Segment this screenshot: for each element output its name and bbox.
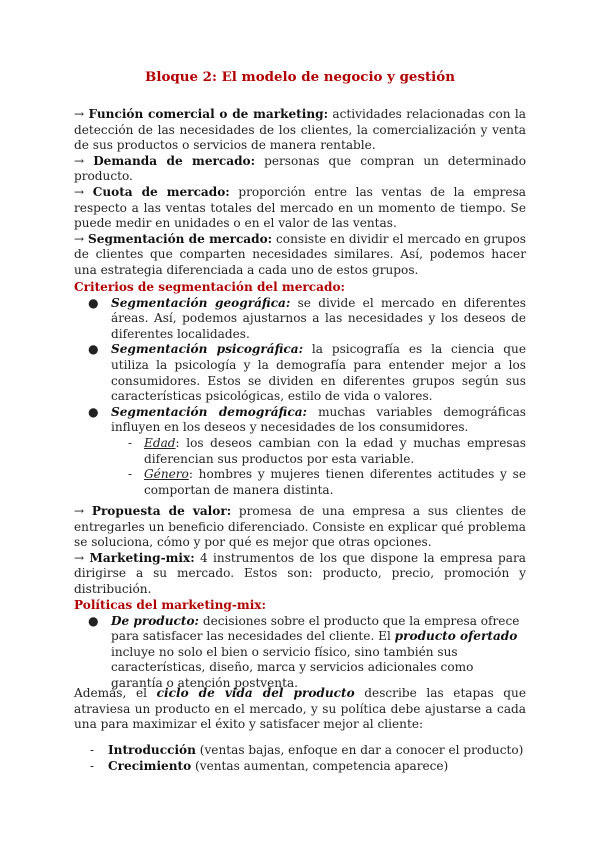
ciclo-text-1: Además, el: [74, 686, 157, 700]
politicas-heading: Políticas del marketing-mix:: [74, 598, 266, 612]
page-title: Bloque 2: El modelo de negocio y gestión: [145, 69, 455, 85]
item-term: Segmentación psicográfica:: [111, 342, 304, 357]
def-term: Propuesta de valor:: [91, 504, 232, 518]
item-text: decisiones sobre el producto que la empresa ofrece para satisfacer las necesidades del cliente. El: [111, 613, 520, 644]
arrow-icon: →: [74, 231, 85, 246]
def-term: Cuota de mercado:: [92, 184, 230, 199]
sub-item-edad: [74, 436, 526, 467]
def-term: Segmentación de mercado:: [88, 231, 273, 246]
def-cuota: [74, 185, 526, 232]
sub-term: Género: [144, 467, 189, 482]
ciclo-paragraph: [74, 686, 526, 733]
def-term: Demanda de mercado:: [93, 153, 256, 168]
sub-item-genero: [74, 467, 526, 498]
item-term: Segmentación demográfica:: [111, 404, 307, 419]
dash-icon: -: [128, 435, 133, 450]
list-item: [74, 743, 526, 759]
item-term: Segmentación geográfica:: [111, 295, 291, 310]
list-item: [74, 759, 526, 775]
dash-icon: -: [90, 743, 95, 757]
def-text: actividades relacionadas con la detección de las necesidades de los clientes, la comercialización y venta de sus productos o servicios de manera rentable.: [74, 107, 526, 153]
etapas-list: [74, 743, 526, 774]
def-marketing-mix: [74, 551, 526, 598]
bullet-icon: ●: [88, 404, 99, 419]
arrow-icon: →: [74, 504, 85, 518]
def-text: promesa de una empresa a sus clientes de entregarles un beneficio diferenciado. Consiste en explicar qué problema se soluciona, cómo y por qué es mejor que otras opciones.: [74, 504, 526, 550]
def-term: Marketing-mix:: [89, 550, 195, 565]
item-term-2: producto ofertado: [394, 629, 518, 644]
def-propuesta-valor: [74, 504, 526, 551]
arrow-icon: →: [74, 184, 85, 199]
bullet-icon: ●: [88, 295, 99, 310]
dash-icon: -: [90, 758, 95, 773]
def-demanda: [74, 154, 526, 185]
sub-term: Edad: [144, 435, 176, 450]
def-text: proporción entre las ventas de la empresa respecto a las ventas totales del mercado en un momento de tiempo. Se puede medir en unidades o en el valor de las ventas.: [74, 184, 526, 231]
arrow-icon: →: [74, 107, 85, 121]
list-item: [74, 296, 526, 343]
bullet-icon: ●: [88, 613, 99, 628]
def-segmentacion: [74, 232, 526, 279]
def-term: Función comercial o de marketing:: [88, 107, 329, 121]
item-text: se divide el mercado en diferentes áreas. Así, podemos ajustarnos a las necesidades y los deseos de diferentes localidades.: [111, 295, 526, 341]
item-term: De producto:: [111, 613, 200, 628]
item-text-2: incluye no solo el bien o servicio físico, sino también sus características, diseño, marca y servicios adicionales como garantía o atención postventa.: [111, 644, 474, 690]
definitions-block-2: [74, 504, 526, 598]
etapa-text: (ventas bajas, enfoque en dar a conocer el producto): [195, 743, 524, 757]
list-item: [74, 342, 526, 404]
sub-text: : hombres y mujeres tienen diferentes actitudes y se comportan de manera distinta.: [144, 467, 526, 497]
item-text: la psicografía es la ciencia que utiliza la psicología y la demografía para entender mejor a los consumidores. Estos se dividen en diferentes grupos según sus características psicológicas, estilo de vida o valores.: [111, 342, 526, 404]
arrow-icon: →: [74, 550, 85, 565]
politicas-section: [74, 598, 526, 692]
etapa-text: (ventas aumentan, competencia aparece): [191, 758, 449, 773]
ciclo-term: ciclo de vida del producto: [156, 686, 355, 700]
list-item: [74, 614, 526, 692]
bullet-icon: ●: [88, 342, 99, 357]
etapa-term: Introducción: [108, 743, 196, 757]
item-text: muchas variables demográficas influyen en los deseos y necesidades de los consumidores.: [111, 404, 526, 435]
def-text: consiste en dividir el mercado en grupos de clientes que comparten necesidades similares. Así, podemos hacer una estrategia diferenciada a cada uno de estos grupos.: [74, 231, 527, 277]
arrow-icon: →: [74, 153, 85, 168]
definitions-block: [74, 107, 526, 279]
sub-text: : los deseos cambian con la edad y muchas empresas diferencian sus productos por esta variable.: [144, 435, 526, 466]
criterios-heading: Criterios de segmentación del mercado:: [74, 280, 345, 294]
etapa-term: Crecimiento: [108, 758, 192, 773]
def-text: 4 instrumentos de los que dispone la empresa para dirigirse a su mercado. Estos son: producto, precio, promoción y distribución.: [74, 550, 526, 596]
ciclo-text-2: describe las etapas que atraviesa un producto en el mercado, y su política debe ajustarse a cada una para maximizar el éxito y satisfacer mejor al cliente:: [74, 686, 526, 732]
def-funcion-comercial: [74, 107, 526, 154]
dash-icon: -: [128, 467, 133, 482]
list-item: [74, 405, 526, 436]
def-text: personas que compran un determinado producto.: [74, 153, 526, 184]
criterios-section: [74, 280, 526, 498]
